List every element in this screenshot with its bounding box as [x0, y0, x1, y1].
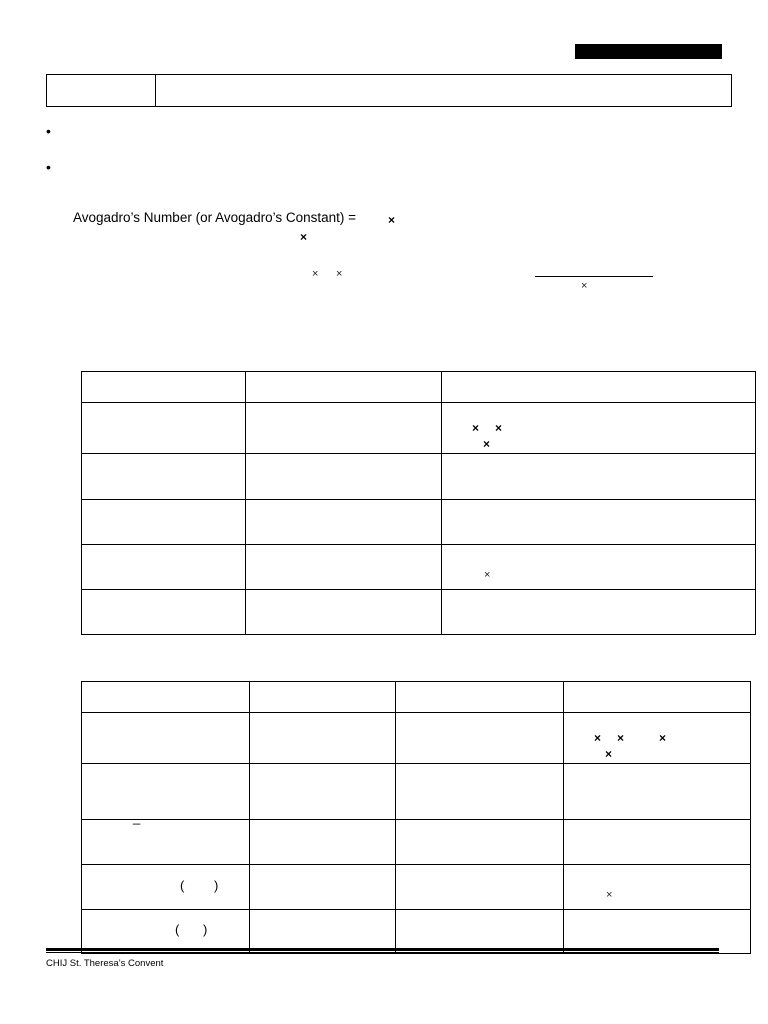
table-row [82, 764, 751, 820]
t2-times-sign-1: × [594, 731, 602, 745]
avogadro-label: Avogadro’s Number (or Avogadro’s Constant) = [73, 210, 357, 225]
table-cell [82, 865, 250, 910]
table-cell [82, 910, 250, 954]
table-cell [250, 764, 396, 820]
table-cell [250, 713, 396, 764]
table-row [82, 545, 756, 590]
fraction-times-sign: × [581, 280, 588, 292]
table-cell [564, 682, 751, 713]
table-cell [82, 403, 246, 454]
table-cell [396, 865, 564, 910]
t2-times-sign-5: × [606, 889, 613, 901]
table-cell [250, 820, 396, 865]
t2-times-sign-2: × [617, 731, 625, 745]
t2-times-sign-4: × [605, 747, 613, 761]
footer-rule [46, 948, 719, 951]
avogadro-times-sign: × [388, 213, 396, 227]
t2-paren-close-1: ) [214, 878, 219, 893]
table-cell [442, 372, 756, 403]
table-cell [396, 682, 564, 713]
table-cell [396, 910, 564, 954]
table-cell [82, 713, 250, 764]
table-cell [442, 454, 756, 500]
table-cell [250, 865, 396, 910]
table-cell [246, 372, 442, 403]
t2-times-sign-3: × [659, 731, 667, 745]
table-cell [246, 403, 442, 454]
footer-rule-thin [46, 952, 719, 953]
example-times-sign-1: × [312, 268, 319, 280]
avogadro-times-sign-2: × [300, 230, 308, 244]
table-cell [82, 372, 246, 403]
table-row [82, 454, 756, 500]
table-row [82, 590, 756, 635]
table-cell [564, 820, 751, 865]
t1-times-sign-2: × [495, 421, 503, 435]
table-cell [246, 500, 442, 545]
table-cell [564, 910, 751, 954]
table-row [82, 403, 756, 454]
t1-times-sign-3: × [483, 437, 491, 451]
t2-paren-open-1: ( [180, 878, 185, 893]
footer-text: CHIJ St. Theresa’s Convent [46, 958, 164, 969]
table-cell [564, 764, 751, 820]
bullet-1: • [46, 123, 51, 139]
table-1 [81, 371, 756, 635]
table-row [82, 910, 751, 954]
table-cell [250, 682, 396, 713]
table-cell [396, 764, 564, 820]
table-cell [250, 910, 396, 954]
table-cell [564, 713, 751, 764]
header-box [46, 74, 732, 107]
table-cell [82, 500, 246, 545]
table-2 [81, 681, 751, 954]
table-cell [82, 590, 246, 635]
table-cell [82, 764, 250, 820]
t2-paren-open-2: ( [175, 922, 180, 937]
example-times-sign-2: × [336, 268, 343, 280]
table-cell [82, 545, 246, 590]
table-cell [442, 500, 756, 545]
fraction-line [535, 276, 653, 277]
t2-paren-close-2: ) [203, 922, 208, 937]
bullet-2: • [46, 159, 51, 175]
t2-dash: _ [133, 810, 141, 825]
t1-times-sign-1: × [472, 421, 480, 435]
header-black-bar [575, 44, 722, 59]
table-cell [442, 590, 756, 635]
table-cell [396, 713, 564, 764]
table-row [82, 682, 751, 713]
table-cell [82, 454, 246, 500]
table-cell [82, 682, 250, 713]
t1-times-sign-4: × [484, 569, 491, 581]
table-cell [396, 820, 564, 865]
table-cell [246, 590, 442, 635]
table-row [82, 713, 751, 764]
table-row [82, 500, 756, 545]
table-cell [564, 865, 751, 910]
header-divider [155, 75, 156, 106]
table-cell [82, 820, 250, 865]
table-row [82, 372, 756, 403]
table-cell [246, 454, 442, 500]
table-cell [442, 545, 756, 590]
table-row [82, 820, 751, 865]
table-cell [246, 545, 442, 590]
